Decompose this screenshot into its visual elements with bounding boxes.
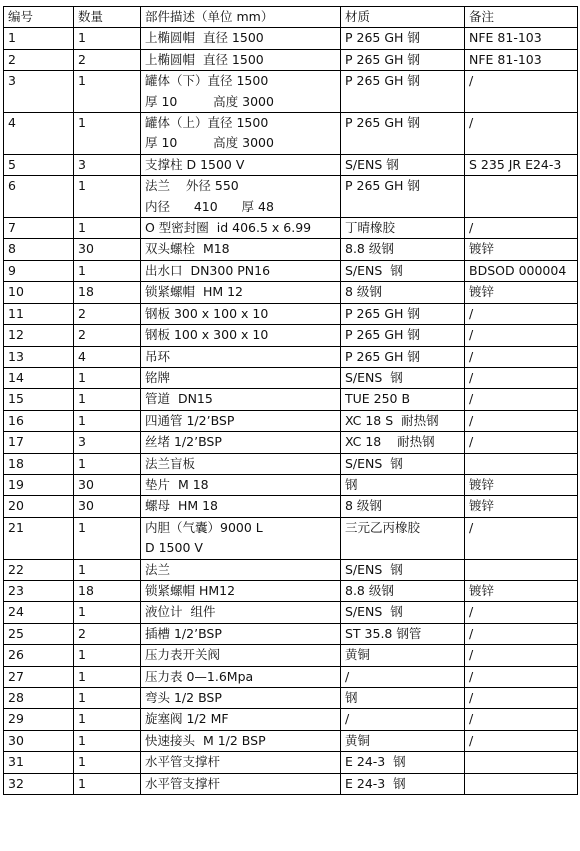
table-row — [4, 474, 578, 495]
table-row — [4, 709, 578, 730]
cell-description: 罐体（上）直径 1500 厚 10 高度 3000 — [141, 113, 341, 155]
cell-description: 螺母 HM 18 — [141, 496, 341, 517]
table-row — [4, 71, 578, 113]
cell-number: 7 — [4, 218, 74, 239]
cell-quantity: 2 — [74, 303, 141, 324]
cell-quantity: 30 — [74, 239, 141, 260]
cell-number: 30 — [4, 730, 74, 751]
table-row — [4, 28, 578, 49]
cell-description: 法兰盲板 — [141, 453, 341, 474]
cell-description: 支撑柱 D 1500 V — [141, 154, 341, 175]
cell-note: / — [465, 645, 578, 666]
cell-quantity: 2 — [74, 325, 141, 346]
cell-number: 24 — [4, 602, 74, 623]
cell-note: / — [465, 688, 578, 709]
cell-number: 32 — [4, 773, 74, 794]
cell-quantity: 1 — [74, 709, 141, 730]
cell-description: 水平管支撑杆 — [141, 752, 341, 773]
cell-quantity: 30 — [74, 496, 141, 517]
cell-note: S 235 JR E24-3 — [465, 154, 578, 175]
cell-material: XC 18 耐热钢 — [341, 432, 465, 453]
cell-quantity: 1 — [74, 113, 141, 155]
table-row — [4, 303, 578, 324]
cell-number: 26 — [4, 645, 74, 666]
table-row — [4, 260, 578, 281]
table-row — [4, 346, 578, 367]
cell-material: 三元乙丙橡胶 — [341, 517, 465, 559]
cell-number: 15 — [4, 389, 74, 410]
cell-description: 上椭圆帽 直径 1500 — [141, 28, 341, 49]
cell-material: P 265 GH 钢 — [341, 28, 465, 49]
cell-material: S/ENS 钢 — [341, 367, 465, 388]
header-row — [4, 7, 578, 28]
cell-quantity: 1 — [74, 602, 141, 623]
cell-quantity: 18 — [74, 580, 141, 601]
cell-description: 旋塞阀 1/2 MF — [141, 709, 341, 730]
cell-description: O 型密封圈 id 406.5 x 6.99 — [141, 218, 341, 239]
cell-note: / — [465, 113, 578, 155]
cell-number: 23 — [4, 580, 74, 601]
cell-number: 2 — [4, 49, 74, 70]
table-row — [4, 176, 578, 218]
cell-quantity: 30 — [74, 474, 141, 495]
cell-quantity: 3 — [74, 154, 141, 175]
cell-number: 10 — [4, 282, 74, 303]
table-row — [4, 389, 578, 410]
cell-quantity: 1 — [74, 410, 141, 431]
cell-quantity: 2 — [74, 49, 141, 70]
cell-material: S/ENS 钢 — [341, 559, 465, 580]
header-quantity: 数量 — [74, 7, 141, 28]
cell-quantity: 1 — [74, 389, 141, 410]
cell-description: 锁紧螺帽 HM 12 — [141, 282, 341, 303]
cell-number: 25 — [4, 623, 74, 644]
cell-number: 13 — [4, 346, 74, 367]
cell-number: 22 — [4, 559, 74, 580]
cell-description: 罐体（下）直径 1500 厚 10 高度 3000 — [141, 71, 341, 113]
cell-material: / — [341, 666, 465, 687]
cell-note: 镀锌 — [465, 474, 578, 495]
cell-note — [465, 773, 578, 794]
table-row — [4, 367, 578, 388]
cell-quantity: 1 — [74, 176, 141, 218]
cell-description: 压力表开关阀 — [141, 645, 341, 666]
table-row — [4, 752, 578, 773]
cell-number: 12 — [4, 325, 74, 346]
cell-number: 31 — [4, 752, 74, 773]
cell-description: 出水口 DN300 PN16 — [141, 260, 341, 281]
cell-note — [465, 559, 578, 580]
cell-material: 8 级钢 — [341, 496, 465, 517]
table-row — [4, 559, 578, 580]
cell-quantity: 1 — [74, 752, 141, 773]
table-row — [4, 239, 578, 260]
cell-description: 液位计 组件 — [141, 602, 341, 623]
cell-description: 钢板 300 x 100 x 10 — [141, 303, 341, 324]
cell-description: 弯头 1/2 BSP — [141, 688, 341, 709]
cell-description: 水平管支撑杆 — [141, 773, 341, 794]
table-row — [4, 113, 578, 155]
cell-quantity: 2 — [74, 623, 141, 644]
table-row — [4, 602, 578, 623]
cell-quantity: 1 — [74, 218, 141, 239]
cell-quantity: 1 — [74, 28, 141, 49]
cell-quantity: 1 — [74, 517, 141, 559]
cell-note: NFE 81-103 — [465, 49, 578, 70]
cell-note: 镀锌 — [465, 496, 578, 517]
table-row — [4, 580, 578, 601]
header-description: 部件描述（单位 mm） — [141, 7, 341, 28]
cell-number: 28 — [4, 688, 74, 709]
table-row — [4, 154, 578, 175]
cell-material: P 265 GH 钢 — [341, 303, 465, 324]
table-row — [4, 218, 578, 239]
header-note: 备注 — [465, 7, 578, 28]
cell-description: 快速接头 M 1/2 BSP — [141, 730, 341, 751]
cell-note: / — [465, 303, 578, 324]
cell-material: 丁晴橡胶 — [341, 218, 465, 239]
cell-note: / — [465, 325, 578, 346]
cell-note: / — [465, 71, 578, 113]
cell-quantity: 1 — [74, 730, 141, 751]
cell-material: E 24-3 钢 — [341, 773, 465, 794]
cell-note: / — [465, 666, 578, 687]
cell-description: 四通管 1/2’BSP — [141, 410, 341, 431]
cell-material: S/ENS 钢 — [341, 453, 465, 474]
cell-number: 8 — [4, 239, 74, 260]
cell-number: 11 — [4, 303, 74, 324]
cell-number: 16 — [4, 410, 74, 431]
table-row — [4, 517, 578, 559]
cell-description: 上椭圆帽 直径 1500 — [141, 49, 341, 70]
table-row — [4, 730, 578, 751]
cell-material: S/ENS 钢 — [341, 260, 465, 281]
cell-note: / — [465, 602, 578, 623]
cell-number: 5 — [4, 154, 74, 175]
cell-material: P 265 GH 钢 — [341, 113, 465, 155]
table-row — [4, 773, 578, 794]
cell-material: 黄铜 — [341, 645, 465, 666]
cell-material: 8 级钢 — [341, 282, 465, 303]
parts-table — [3, 6, 578, 795]
cell-material: 黄铜 — [341, 730, 465, 751]
cell-note: / — [465, 410, 578, 431]
table-row — [4, 666, 578, 687]
cell-material: 钢 — [341, 474, 465, 495]
cell-number: 27 — [4, 666, 74, 687]
cell-note — [465, 752, 578, 773]
table-row — [4, 49, 578, 70]
header-number: 编号 — [4, 7, 74, 28]
cell-description: 内胆（气囊）9000 L D 1500 V — [141, 517, 341, 559]
cell-note: / — [465, 367, 578, 388]
cell-material: P 265 GH 钢 — [341, 71, 465, 113]
cell-description: 管道 DN15 — [141, 389, 341, 410]
table-row — [4, 645, 578, 666]
cell-quantity: 1 — [74, 645, 141, 666]
cell-description: 垫片 M 18 — [141, 474, 341, 495]
cell-material: P 265 GH 钢 — [341, 346, 465, 367]
cell-quantity: 1 — [74, 666, 141, 687]
parts-list-sheet — [3, 6, 577, 795]
cell-note: / — [465, 623, 578, 644]
table-row — [4, 453, 578, 474]
cell-material: XC 18 S 耐热钢 — [341, 410, 465, 431]
cell-number: 3 — [4, 71, 74, 113]
cell-quantity: 1 — [74, 367, 141, 388]
cell-description: 吊环 — [141, 346, 341, 367]
cell-material: ST 35.8 钢管 — [341, 623, 465, 644]
cell-note: / — [465, 730, 578, 751]
cell-material: 钢 — [341, 688, 465, 709]
cell-number: 20 — [4, 496, 74, 517]
table-row — [4, 432, 578, 453]
cell-material: P 265 GH 钢 — [341, 49, 465, 70]
cell-quantity: 1 — [74, 773, 141, 794]
cell-quantity: 1 — [74, 688, 141, 709]
cell-material: TUE 250 B — [341, 389, 465, 410]
cell-note: / — [465, 517, 578, 559]
cell-number: 6 — [4, 176, 74, 218]
cell-note: / — [465, 218, 578, 239]
cell-description: 插槽 1/2’BSP — [141, 623, 341, 644]
cell-description: 铭牌 — [141, 367, 341, 388]
cell-number: 9 — [4, 260, 74, 281]
cell-description: 丝堵 1/2’BSP — [141, 432, 341, 453]
cell-note: 镀锌 — [465, 580, 578, 601]
table-row — [4, 688, 578, 709]
cell-description: 法兰 外径 550 内径 410 厚 48 — [141, 176, 341, 218]
cell-number: 1 — [4, 28, 74, 49]
cell-material: S/ENS 钢 — [341, 602, 465, 623]
table-row — [4, 325, 578, 346]
cell-material: S/ENS 钢 — [341, 154, 465, 175]
cell-number: 4 — [4, 113, 74, 155]
cell-quantity: 4 — [74, 346, 141, 367]
cell-quantity: 1 — [74, 453, 141, 474]
cell-quantity: 18 — [74, 282, 141, 303]
cell-description: 压力表 0—1.6Mpa — [141, 666, 341, 687]
table-row — [4, 496, 578, 517]
cell-material: 8.8 级钢 — [341, 580, 465, 601]
cell-note — [465, 176, 578, 218]
cell-material: P 265 GH 钢 — [341, 176, 465, 218]
cell-number: 21 — [4, 517, 74, 559]
cell-note: / — [465, 346, 578, 367]
header-material: 材质 — [341, 7, 465, 28]
cell-material: E 24-3 钢 — [341, 752, 465, 773]
cell-number: 29 — [4, 709, 74, 730]
cell-description: 法兰 — [141, 559, 341, 580]
cell-note: 镀锌 — [465, 282, 578, 303]
cell-note: / — [465, 432, 578, 453]
cell-number: 19 — [4, 474, 74, 495]
cell-description: 钢板 100 x 300 x 10 — [141, 325, 341, 346]
cell-quantity: 1 — [74, 559, 141, 580]
cell-material: / — [341, 709, 465, 730]
parts-table-body — [4, 28, 578, 795]
table-row — [4, 410, 578, 431]
cell-quantity: 1 — [74, 260, 141, 281]
cell-note: 镀锌 — [465, 239, 578, 260]
cell-note: / — [465, 709, 578, 730]
cell-number: 18 — [4, 453, 74, 474]
cell-note: NFE 81-103 — [465, 28, 578, 49]
cell-material: 8.8 级钢 — [341, 239, 465, 260]
table-row — [4, 282, 578, 303]
cell-note: BDSOD 000004 — [465, 260, 578, 281]
cell-note — [465, 453, 578, 474]
cell-description: 双头螺栓 M18 — [141, 239, 341, 260]
cell-number: 17 — [4, 432, 74, 453]
cell-material: P 265 GH 钢 — [341, 325, 465, 346]
cell-description: 锁紧螺帽 HM12 — [141, 580, 341, 601]
cell-note: / — [465, 389, 578, 410]
cell-quantity: 3 — [74, 432, 141, 453]
table-row — [4, 623, 578, 644]
cell-quantity: 1 — [74, 71, 141, 113]
cell-number: 14 — [4, 367, 74, 388]
